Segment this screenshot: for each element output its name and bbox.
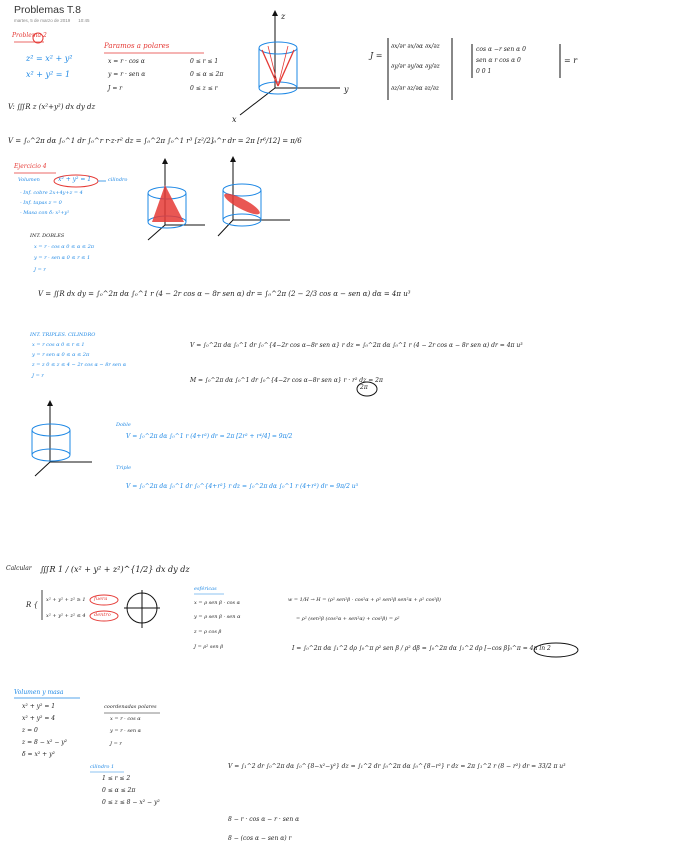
double-jacobian: J = r <box>34 267 46 273</box>
exercise-label: Ejercicio 4 <box>14 163 47 170</box>
cylinder-equation: x² + y² = 1 <box>26 70 71 79</box>
spherical-x: x = ρ sen β · cos α <box>194 600 241 606</box>
spherical-y: y = ρ sen β · sen α <box>194 614 241 620</box>
doble-volume: V = ∫₀^2π dα ∫₀^1 r (4+r²) dr = 2π [2r² + r⁴/4] = 9π/2 <box>126 433 293 440</box>
doble-label: Doble <box>116 422 131 428</box>
cone-equation: z² = x² + y² <box>26 54 73 63</box>
spherical-heading: esféricas <box>194 586 217 592</box>
axis-x-label: x <box>232 115 237 124</box>
spherical-z: z = ρ cos β <box>194 629 222 635</box>
vm-polar-jacobian: J = r <box>110 741 122 747</box>
calcular-label: Calcular <box>6 565 32 572</box>
double-volume: V = ∬R dx dy = ∫₀^2π dα ∫₀^1 r (4 − 2r cos α − 8r sen α) dr = ∫₀^2π (2 − 2/3 cos α − sen α) dα = 4π u³ <box>38 290 411 298</box>
limit-r: 1 ≤ r ≤ 2 <box>102 775 131 782</box>
vm-note-2: 8 − (cos α − sen α) r <box>228 835 292 842</box>
polar-y: y = r · sen α <box>108 71 146 78</box>
spherical-integral: I = ∫₀^2π dα ∫₁^2 dρ ∫₀^π ρ² sen β / ρ² dβ = ∫₀^2π dα ∫₁^2 dρ [−cos β]₀^π = 4π ln 2 <box>292 645 551 652</box>
triple-label: Triple <box>116 465 132 471</box>
axis-y-label: y <box>344 85 349 94</box>
modulus-line-1: w = 1/H → H = (ρ² sen²β · cos²α + ρ² sen²β sen²α + ρ² cos²β) <box>288 597 442 603</box>
cone-cylinder-figure <box>240 10 340 115</box>
cylinder-label: cilindro <box>108 177 128 183</box>
limit-z: 0 ≤ z ≤ 8 − x² − y² <box>102 799 160 806</box>
polar-jacobian: J = r <box>108 85 123 92</box>
date-text: martes, 5 de marzo de 2019 <box>14 18 71 23</box>
matrix-row-3: 0 0 1 <box>476 68 492 75</box>
calcular-integral: ∭R 1 / (x² + y² + z²)^{1/2} dx dy dz <box>40 565 190 574</box>
dentro-tag: dentro <box>94 612 111 618</box>
volume-calculation: V = ∫₀^2π dα ∫₀^1 dr ∫₀^r r·z·r² dz = ∫₀^2π ∫₀^1 r³ [z²/2]₀^r dr = 2π [r⁶/12] = π/6 <box>8 137 302 145</box>
fuera-tag: fuera <box>94 596 108 602</box>
spherical-jacobian: J = ρ² sen β <box>194 644 224 650</box>
triple-integrals-heading: INT. TRIPLES. CILINDRO <box>30 332 96 338</box>
triple-jacobian: J = r <box>32 373 44 379</box>
matrix-row-1: cos α −r sen α 0 <box>476 46 526 53</box>
range-alpha: 0 ≤ α ≤ 2π <box>190 71 224 78</box>
jacobian-label: J = <box>370 51 383 60</box>
condition-outer: x² + y² + z² ≥ 1 <box>46 597 86 603</box>
jacobian-result: = r <box>564 56 578 65</box>
small-cylinder-figure <box>32 400 92 476</box>
double-y: y = r · sen α 0 ≤ r ≤ 1 <box>34 255 91 261</box>
vm-note-1: 8 − r · cos α − r · sen α <box>228 816 300 823</box>
triple-volume-2: V = ∫₀^2π dα ∫₀^1 dr ∫₀^{4+r²} r dz = ∫₀^2π dα ∫₀^1 r (4+r²) dr = 9π/2 u³ <box>126 483 359 490</box>
limit-alpha: 0 ≤ α ≤ 2π <box>102 787 136 794</box>
triple-volume: V = ∫₀^2π dα ∫₀^1 dr ∫₀^{4−2r cos α−8r sen α} r dz = ∫₀^2π dα ∫₀^1 r (4 − 2r cos α − 8r sen α) dr = 4π u³ <box>190 342 523 349</box>
volume-integral: V: ∭R z (x²+y²) dx dy dz <box>8 103 96 111</box>
vm-eq-2: x² + y² = 4 <box>22 715 56 722</box>
vm-polar-x: x = r · cos α <box>110 716 141 722</box>
double-x: x = r · cos α 0 ≤ α ≤ 2π <box>34 244 95 250</box>
triple-mass: M = ∫₀^2π dα ∫₀^1 dr ∫₀^{4−2r cos α−8r sen α} r · r² dz = 2π <box>190 377 383 384</box>
bound-lower: - Inf. tapas z = 0 <box>20 200 62 206</box>
axis-z-label: z <box>281 12 286 21</box>
polar-coords-heading: coordenadas polares <box>104 704 157 710</box>
jacobian-row-3: ∂z/∂r ∂z/∂α ∂z/∂z <box>391 85 440 92</box>
ellipse-cylinder-figure <box>218 156 290 236</box>
modulus-line-2: = ρ² (sen²β (cos²α + sen²α) + cos²β) = ρ² <box>296 616 400 622</box>
vm-eq-1: x² + y² = 1 <box>22 703 56 710</box>
vm-eq-5: δ = x² + y² <box>22 751 55 758</box>
vm-label: Volumen y masa <box>14 689 64 696</box>
matrix-row-2: sen α r cos α 0 <box>476 57 521 64</box>
range-z: 0 ≤ z ≤ r <box>190 85 218 92</box>
polar-heading: Paramos a polares <box>104 42 170 50</box>
jacobian-row-2: ∂y/∂r ∂y/∂α ∂y/∂z <box>391 63 440 70</box>
vm-polar-y: y = r · sen α <box>110 728 142 734</box>
triple-x: x = r cos α 0 ≤ r ≤ 1 <box>32 342 85 348</box>
region-label: R { <box>26 601 38 609</box>
mass-result: 2π <box>360 384 368 391</box>
document-title: Problemas T.8 <box>14 4 81 16</box>
triple-z: z = z 0 ≤ z ≤ 4 − 2r cos α − 8r sen α <box>32 362 127 368</box>
triple-y: y = r sen α 0 ≤ α ≤ 2π <box>32 352 90 358</box>
vm-eq-3: z = 0 <box>22 727 38 734</box>
volume-equation: x² + y² = 1 <box>58 176 92 183</box>
polar-x: x = r · cos α <box>108 58 145 65</box>
condition-inner: x² + y² + z² ≤ 4 <box>46 613 86 619</box>
mass-density: - Masa con δ: x²+y² <box>20 210 70 216</box>
sphere-section-figure <box>124 590 160 628</box>
problem-label: Problema 2 <box>12 32 47 39</box>
vm-eq-4: z = 8 − x² − y² <box>22 739 68 746</box>
volume-label: Volumen <box>18 177 40 183</box>
bound-upper: - Inf. cobre 2x+4y+z = 4 <box>20 190 83 196</box>
time-text: 10:45 <box>78 18 90 23</box>
double-integrals-heading: INT. DOBLES <box>30 233 65 239</box>
plane-cylinder-figure <box>148 158 205 240</box>
vm-volume: V = ∫₁^2 dr ∫₀^2π dα ∫₀^{8−x²−y²} dz = ∫₁^2 dr ∫₀^2π dα ∫₀^{8−r²} r dz = 2π ∫₁^2 r (8 − r²) dr = 33/2 π u³ <box>228 763 566 770</box>
range-r: 0 ≤ r ≤ 1 <box>190 58 219 65</box>
cylinder-heading: cilindro 1 <box>90 764 115 770</box>
jacobian-row-1: ∂x/∂r ∂x/∂α ∂x/∂z <box>391 43 440 50</box>
